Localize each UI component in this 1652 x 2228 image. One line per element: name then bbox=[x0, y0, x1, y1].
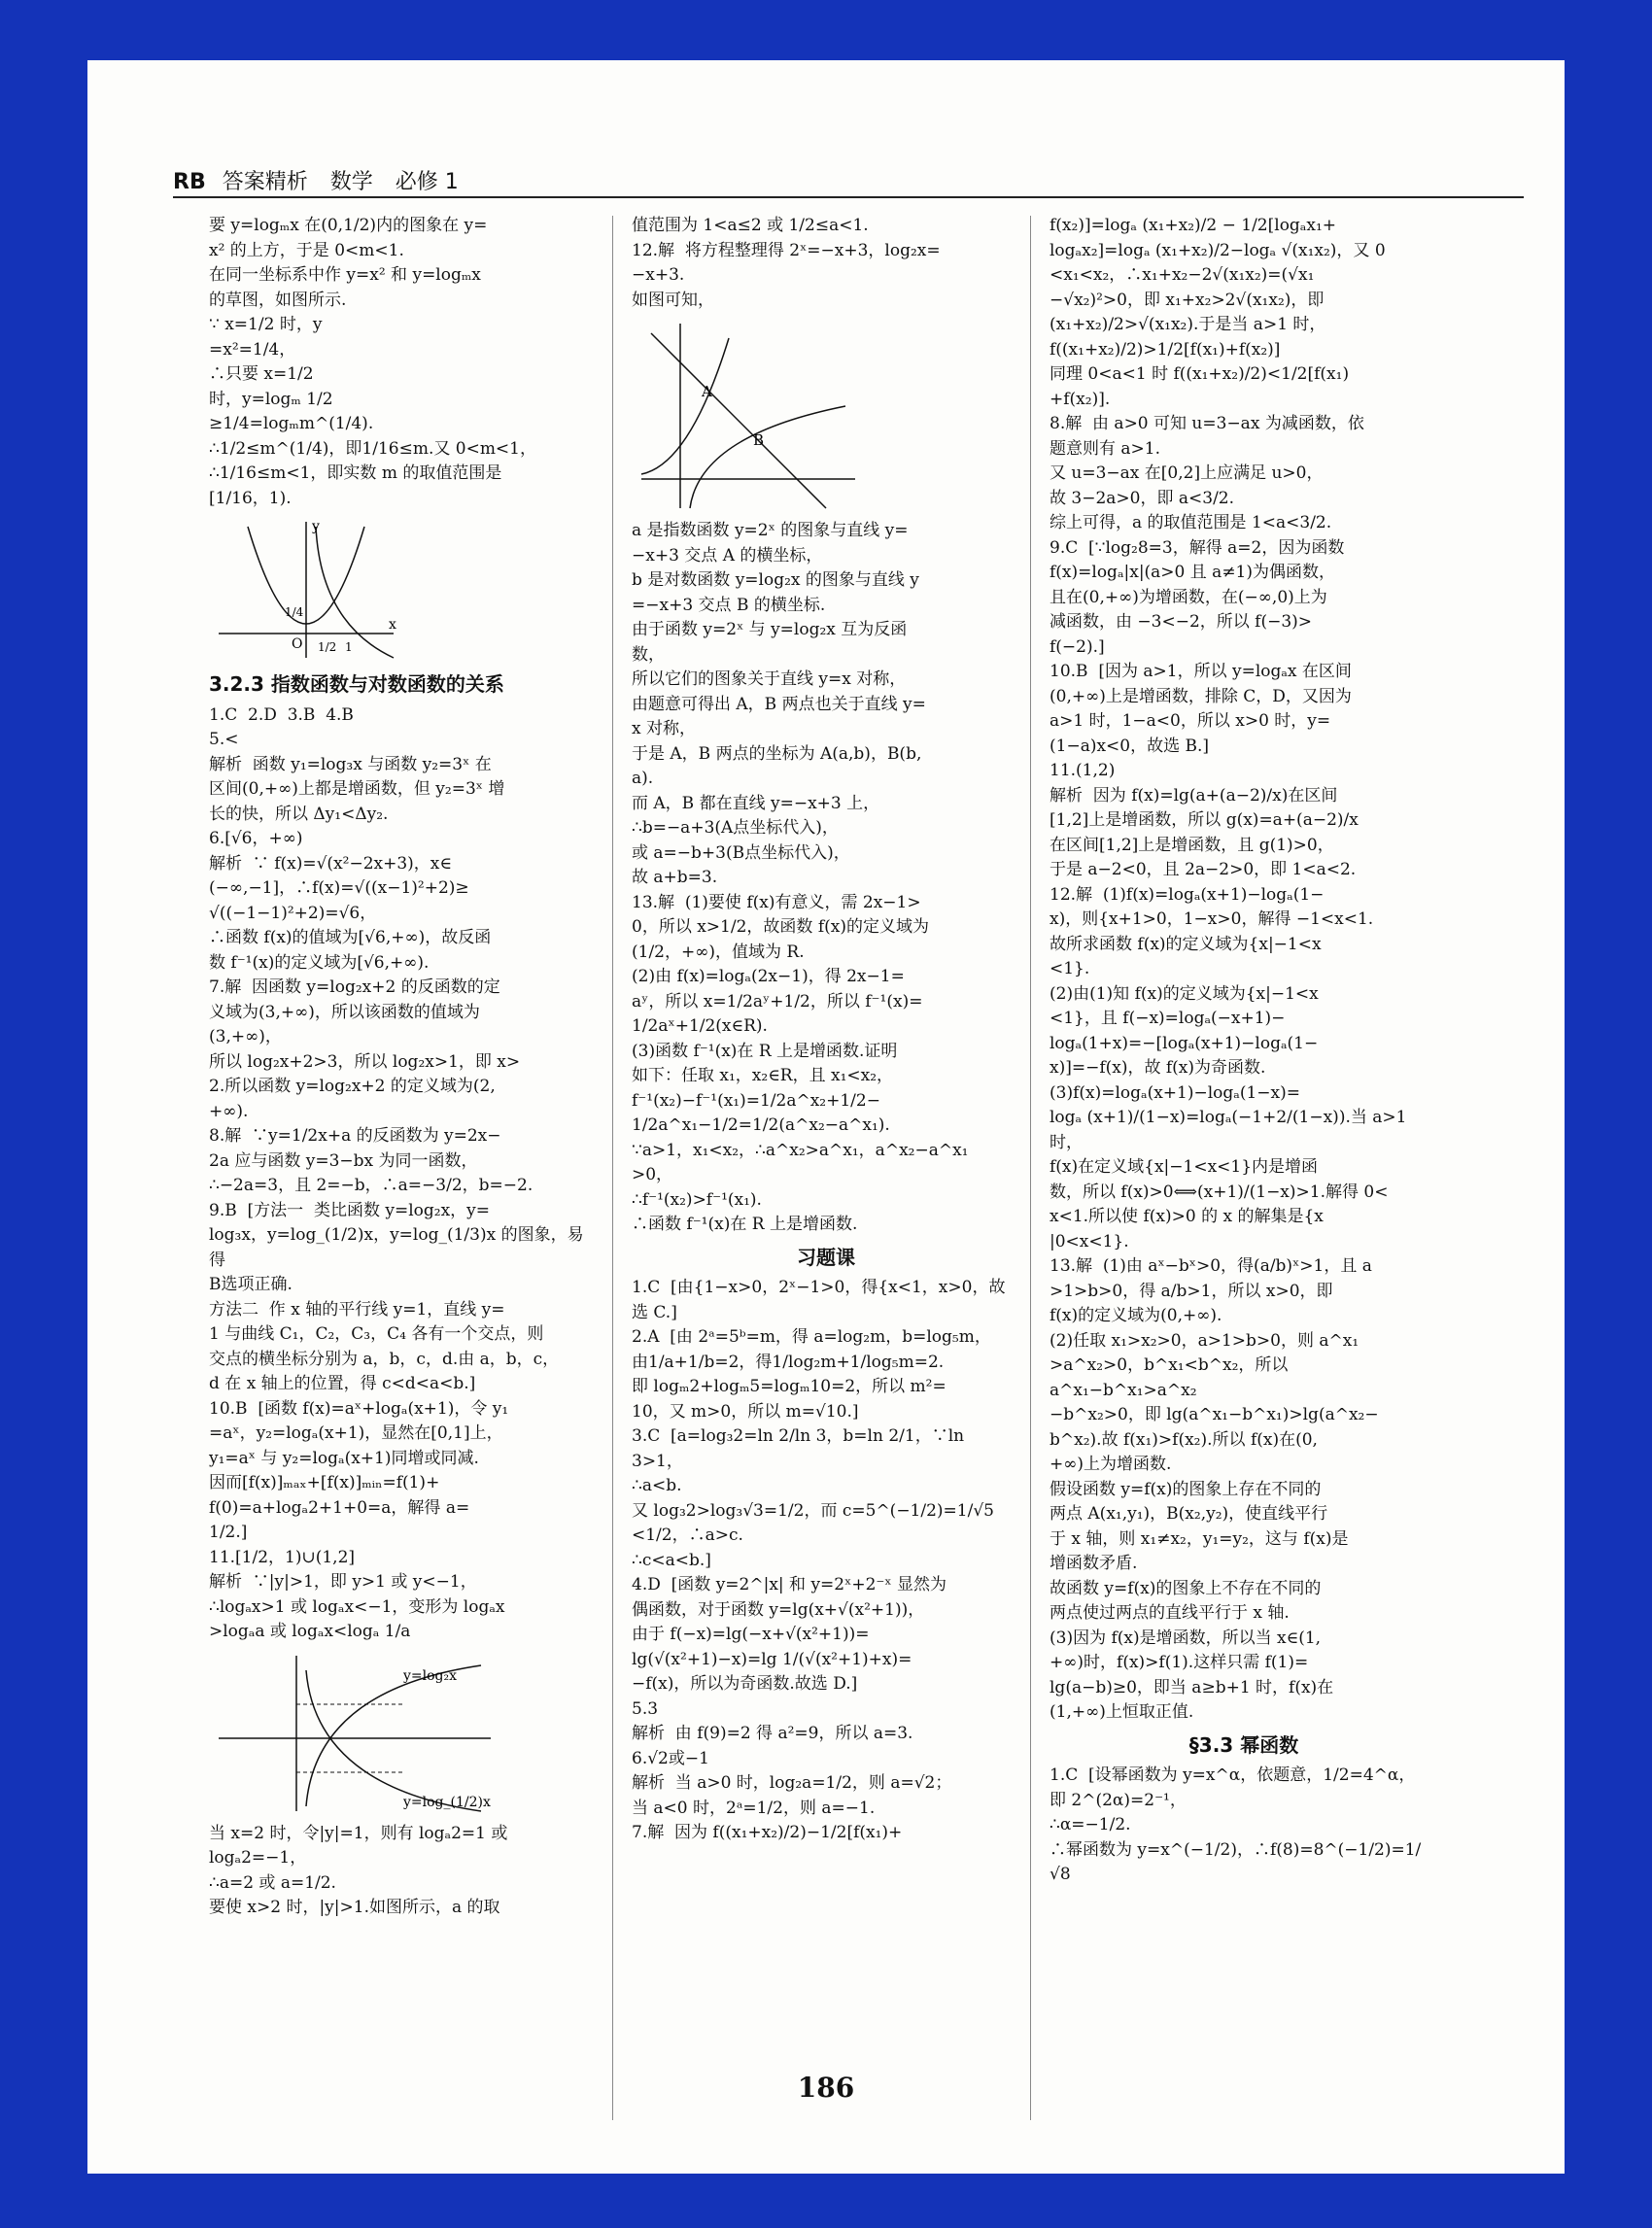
answer-text-block bbox=[1050, 1764, 1438, 1888]
text-line: |0<x<1}. bbox=[1050, 1231, 1129, 1251]
text-line: (0,+∞)上是增函数，排除 C，D，又因为 bbox=[1050, 686, 1352, 706]
text-line: 两点 A(x₁,y₁)，B(x₂,y₂)，使直线平行 bbox=[1050, 1504, 1328, 1524]
header-rule bbox=[173, 196, 1524, 198]
text-line: (−∞,−1]，∴f(x)=√((x−1)²+2)≥ bbox=[209, 878, 469, 898]
text-line: 12.解 将方程整理得 2ˣ=−x+3，log₂x= bbox=[632, 240, 941, 260]
text-line: −x+3. bbox=[632, 265, 685, 285]
text-line: ∴函数 f⁻¹(x)在 R 上是增函数. bbox=[632, 1215, 858, 1234]
text-line: 的草图，如图所示. bbox=[209, 290, 347, 310]
text-line: −x+3 交点 A 的横坐标， bbox=[632, 545, 823, 566]
text-line: 故 a+b=3. bbox=[632, 868, 718, 887]
text-line: aʸ，所以 x=1/2aʸ+1/2，所以 f⁻¹(x)= bbox=[632, 991, 923, 1011]
text-line: ∴1/2≤m^(1/4)，即1/16≤m.又 0<m<1， bbox=[209, 438, 536, 459]
text-line: [1/16，1). bbox=[209, 488, 292, 508]
text-line: 要使 x>2 时，|y|>1.如图所示，a 的取 bbox=[209, 1898, 500, 1917]
text-line: ∴f⁻¹(x₂)>f⁻¹(x₁). bbox=[632, 1189, 762, 1210]
text-line: (3,+∞)， bbox=[209, 1027, 282, 1046]
point-label-a: A bbox=[702, 383, 712, 400]
answer-text-block bbox=[632, 214, 1020, 313]
text-line: 区间(0,+∞)上都是增函数，但 y₂=3ˣ 增 bbox=[209, 779, 505, 799]
text-line: 10，又 m>0，所以 m=√10.] bbox=[632, 1401, 859, 1422]
text-line: 2.A [由 2ᵃ=5ᵇ=m，得 a=log₂m，b=log₅m， bbox=[632, 1327, 991, 1347]
text-line: logₐ (x+1)/(1−x)=logₐ(−1+2/(1−x)).当 a>1 时， bbox=[1050, 1108, 1412, 1152]
text-line: a). bbox=[632, 769, 654, 788]
text-line: 方法二 作 x 轴的平行线 y=1，直线 y= bbox=[209, 1299, 505, 1320]
text-line: f(0)=a+logₐ2+1+0=a，解得 a= bbox=[209, 1497, 470, 1518]
text-line: f⁻¹(x₂)−f⁻¹(x₁)=1/2a^x₂+1/2− bbox=[632, 1090, 880, 1111]
answer-text-block bbox=[632, 1276, 1020, 1846]
text-line: +∞). bbox=[209, 1101, 249, 1121]
text-line: ∴只要 x=1/2 bbox=[209, 364, 314, 384]
text-line: 1 与曲线 C₁，C₂，C₃，C₄ 各有一个交点，则 bbox=[209, 1324, 544, 1344]
graph-log-curves bbox=[209, 1651, 500, 1816]
text-line: (x₁+x₂)/2>√(x₁x₂).于是当 a>1 时， bbox=[1050, 315, 1326, 334]
text-line: 5.< bbox=[209, 730, 239, 749]
text-line: lg(a−b)≥0，即当 a≥b+1 时，f(x)在 bbox=[1050, 1677, 1334, 1697]
text-line: 又 u=3−ax 在[0,2]上应满足 u>0， bbox=[1050, 463, 1324, 483]
text-line: ∴b=−a+3(A点坐标代入)， bbox=[632, 818, 839, 838]
text-line: −f(x)，所以为奇函数.故选 D.] bbox=[632, 1674, 858, 1694]
text-line: 假设函数 y=f(x)的图象上存在不同的 bbox=[1050, 1479, 1322, 1499]
section-title: 3.2.3 指数函数与对数函数的关系 bbox=[209, 672, 504, 696]
text-line: 1/2.] bbox=[209, 1523, 248, 1542]
column-1 bbox=[209, 214, 598, 1921]
text-line: 1.C [由{1−x>0，2ˣ−1>0，得{x<1，x>0，故选 C.] bbox=[632, 1278, 1006, 1322]
text-line: ∴logₐx>1 或 logₐx<−1，变形为 logₐx bbox=[209, 1596, 505, 1617]
text-line: a 是指数函数 y=2ˣ 的图象与直线 y= bbox=[632, 521, 909, 540]
text-line: 解析 当 a>0 时，log₂a=1/2，则 a=√2； bbox=[632, 1773, 952, 1793]
text-line: 偶函数，对于函数 y=lg(x+√(x²+1))， bbox=[632, 1599, 925, 1620]
point-label-b: B bbox=[753, 431, 765, 449]
text-line: 时，y=logₘ 1/2 bbox=[209, 389, 333, 409]
text-line: <x₁<x₂，∴x₁+x₂−2√(x₁x₂)=(√x₁ bbox=[1050, 265, 1315, 285]
text-line: B选项正确. bbox=[209, 1275, 293, 1294]
header-series: 答案精析 bbox=[222, 170, 308, 194]
answer-text-block bbox=[209, 703, 598, 1645]
text-line: (1−a)x<0，故选 B.] bbox=[1050, 736, 1210, 756]
line-neg-x-plus-3 bbox=[651, 333, 826, 508]
text-line: 1.C [设幂函数为 y=x^α，依题意，1/2=4^α， bbox=[1050, 1765, 1416, 1785]
curve-log2 bbox=[306, 1665, 481, 1806]
text-line: 1.C 2.D 3.B 4.B bbox=[209, 704, 354, 725]
text-line: log₃x，y=log_(1/2)x，y=log_(1/3)x 的图象，易得 bbox=[209, 1225, 584, 1270]
text-line: <1/2，∴a>c. bbox=[632, 1525, 743, 1545]
section-title: §3.3 幂函数 bbox=[1188, 1732, 1299, 1757]
text-line: 13.解 (1)要使 f(x)有意义，需 2x−1> bbox=[632, 892, 921, 912]
text-line: a>1 时，1−a<0，所以 x>0 时，y= bbox=[1050, 711, 1331, 731]
text-line: 由于 f(−x)=lg(−x+√(x²+1))= bbox=[632, 1625, 870, 1644]
text-line: 数，所以 f(x)>0⟺(x+1)/(1−x)>1.解得 0< bbox=[1050, 1182, 1389, 1202]
column-2 bbox=[632, 214, 1020, 1846]
text-line: 解析 因为 f(x)=lg(a+(a−2)/x)在区间 bbox=[1050, 785, 1338, 806]
text-line: (1/2，+∞)，值域为 R. bbox=[632, 942, 805, 962]
text-line: 即 2^(2α)=2⁻¹， bbox=[1050, 1790, 1187, 1810]
text-line: ∴1/16≤m<1，即实数 m 的取值范围是 bbox=[209, 463, 502, 483]
text-line: 因而[f(x)]ₘₐₓ+[f(x)]ₘᵢₙ=f(1)+ bbox=[209, 1473, 440, 1492]
text-line: x<1.所以使 f(x)>0 的 x 的解集是{x bbox=[1050, 1207, 1324, 1226]
text-line: 在区间[1,2]上是增函数，且 g(1)>0， bbox=[1050, 835, 1334, 855]
text-line: 7.解 因函数 y=log₂x+2 的反函数的定 bbox=[209, 977, 500, 997]
text-line: logₐ(1+x)=−[logₐ(x+1)−logₐ(1− bbox=[1050, 1033, 1319, 1053]
text-line: 8.解 由 a>0 可知 u=3−ax 为减函数，依 bbox=[1050, 414, 1364, 433]
text-line: 在同一坐标系中作 y=x² 和 y=logₘx bbox=[209, 265, 481, 285]
text-line: 于是 a−2<0，且 2a−2>0，即 1<a<2. bbox=[1050, 860, 1357, 879]
text-line: (3)因为 f(x)是增函数，所以当 x∈(1, bbox=[1050, 1628, 1322, 1648]
text-line: +∞)时，f(x)>f(1).这样只需 f(1)= bbox=[1050, 1653, 1309, 1672]
text-line: 1/2aˣ+1/2(x∈R). bbox=[632, 1016, 768, 1036]
text-line: 于是 A，B 两点的坐标为 A(a,b)，B(b, bbox=[632, 743, 922, 764]
text-line: +f(x₂)]. bbox=[1050, 389, 1111, 409]
text-line: f(x₂)]=logₐ (x₁+x₂)/2 − 1/2[logₐx₁+ bbox=[1050, 216, 1337, 235]
column-divider bbox=[1030, 216, 1031, 2120]
text-line: ∴函数 f(x)的值域为[√6,+∞)，故反函 bbox=[209, 928, 492, 947]
column-3 bbox=[1050, 214, 1438, 1888]
text-line: 即 logₘ2+logₘ5=logₘ10=2，所以 m²= bbox=[632, 1377, 946, 1396]
text-line: ∴幂函数为 y=x^(−1/2)，∴f(8)=8^(−1/2)=1/√8 bbox=[1050, 1839, 1422, 1884]
text-line: 而 A，B 都在直线 y=−x+3 上， bbox=[632, 793, 880, 813]
curve-label-log2: y=log₂x bbox=[403, 1667, 458, 1684]
header-volume: 必修 1 bbox=[395, 170, 459, 194]
text-line: 由1/a+1/b=2，得1/log₂m+1/log₅m=2. bbox=[632, 1352, 945, 1372]
text-line: ∴−2a=3，且 2=−b，∴a=−3/2，b=−2. bbox=[209, 1176, 533, 1195]
answer-text-block bbox=[209, 214, 598, 511]
text-line: 10.B [因为 a>1，所以 y=logₐx 在区间 bbox=[1050, 662, 1352, 681]
text-line: 同理 0<a<1 时 f((x₁+x₂)/2)<1/2[f(x₁) bbox=[1050, 364, 1350, 384]
text-line: 两点使过两点的直线平行于 x 轴. bbox=[1050, 1603, 1290, 1623]
text-line: 故 3−2a>0，即 a<3/2. bbox=[1050, 488, 1235, 508]
text-line: x)，则{x+1>0，1−x>0，解得 −1<x<1. bbox=[1050, 909, 1374, 929]
text-line: b 是对数函数 y=log₂x 的图象与直线 y bbox=[632, 570, 919, 590]
text-line: ∴a<b. bbox=[632, 1476, 682, 1495]
text-line: lg(√(x²+1)−x)=lg 1/(√(x²+1)+x)= bbox=[632, 1649, 912, 1669]
text-line: >logₐa 或 logₐx<logₐ 1/a bbox=[209, 1622, 411, 1641]
header-subject: 数学 bbox=[329, 170, 373, 194]
text-line: 11.[1/2，1)∪(1,2] bbox=[209, 1547, 356, 1567]
answer-text-block bbox=[1050, 214, 1438, 1726]
curve-label-log-half: y=log_(1/2)x bbox=[403, 1794, 491, 1810]
text-line: x² 的上方，于是 0<m<1. bbox=[209, 240, 404, 260]
text-line: 解析 ∵|y|>1，即 y>1 或 y<−1， bbox=[209, 1572, 477, 1592]
subsection-title: 习题课 bbox=[797, 1245, 855, 1269]
text-line: (1,+∞)上恒取正值. bbox=[1050, 1702, 1194, 1722]
text-line: logₐ2=−1， bbox=[209, 1848, 307, 1868]
text-line: 当 a<0 时，2ᵃ=1/2，则 a=−1. bbox=[632, 1798, 876, 1818]
text-line: ≥1/4=logₘm^(1/4). bbox=[209, 414, 374, 433]
text-line: 增函数矛盾. bbox=[1050, 1554, 1138, 1573]
text-line: ∴a=2 或 a=1/2. bbox=[209, 1872, 336, 1893]
graph-intersection bbox=[632, 319, 865, 513]
text-line: y₁=aˣ 与 y₂=logₐ(x+1)同增或同减. bbox=[209, 1448, 479, 1468]
page-header bbox=[173, 165, 474, 195]
text-line: x)]=−f(x)，故 f(x)为奇函数. bbox=[1050, 1058, 1266, 1078]
graph-parabola-log bbox=[209, 517, 403, 663]
text-line: 所以 log₂x+2>3，所以 log₂x>1，即 x> bbox=[209, 1051, 521, 1072]
page-number: 186 bbox=[797, 2072, 855, 2104]
curve-log2 bbox=[690, 406, 845, 508]
tick-label-half: 1/2 bbox=[318, 640, 337, 654]
tick-label-quarter: 1/4 bbox=[285, 605, 304, 619]
text-line: 0，所以 x>1/2，故函数 f(x)的定义域为 bbox=[632, 917, 929, 937]
text-line: 6.[√6，+∞) bbox=[209, 829, 303, 848]
text-line: >a^x₂>0，b^x₁<b^x₂，所以 a^x₁−b^x₁>a^x₂ bbox=[1050, 1355, 1293, 1400]
text-line: 13.解 (1)由 aˣ−bˣ>0，得(a/b)ˣ>1，且 a bbox=[1050, 1256, 1372, 1276]
text-line: f(x)的定义域为(0,+∞). bbox=[1050, 1306, 1222, 1325]
text-line: 9.B [方法一 类比函数 y=log₂x，y= bbox=[209, 1200, 491, 1220]
text-line: (3)函数 f⁻¹(x)在 R 上是增函数.证明 bbox=[632, 1041, 898, 1061]
text-line: b^x₂).故 f(x₁)>f(x₂).所以 f(x)在(0, bbox=[1050, 1429, 1318, 1450]
text-line: 由题意可得出 A，B 两点也关于直线 y= bbox=[632, 694, 926, 714]
text-line: 又 log₃2>log₃√3=1/2，而 c=5^(−1/2)=1/√5 bbox=[632, 1500, 994, 1521]
log-curve bbox=[316, 527, 394, 658]
text-line: f(x)=logₐ|x|(a>0 且 a≠1)为偶函数， bbox=[1050, 563, 1336, 582]
text-line: (2)由 f(x)=logₐ(2x−1)，得 2x−1= bbox=[632, 967, 905, 986]
axis-label-y: y bbox=[312, 519, 320, 534]
text-line: 题意则有 a>1. bbox=[1050, 438, 1161, 459]
text-line: (3)f(x)=logₐ(x+1)−logₐ(1−x)= bbox=[1050, 1082, 1301, 1103]
text-line: 所以它们的图象关于直线 y=x 对称， bbox=[632, 669, 907, 689]
text-line: 长的快，所以 Δy₁<Δy₂. bbox=[209, 804, 389, 824]
text-line: logₐx₂]=logₐ (x₁+x₂)/2−logₐ √(x₁x₂)，又 0 bbox=[1050, 240, 1386, 260]
text-line: 2a 应与函数 y=3−bx 为同一函数， bbox=[209, 1150, 478, 1171]
text-line: 由于函数 y=2ˣ 与 y=log₂x 互为反函 bbox=[632, 620, 908, 639]
text-line: 1/2a^x₁−1/2=1/2(a^x₂−a^x₁). bbox=[632, 1115, 890, 1135]
text-line: 或 a=−b+3(B点坐标代入)， bbox=[632, 842, 850, 863]
text-line: ∵a>1，x₁<x₂，∴a^x₂>a^x₁，a^x₂−a^x₁ bbox=[632, 1140, 969, 1160]
curve-2-pow-x bbox=[641, 338, 729, 474]
header-logo: RB bbox=[173, 170, 206, 194]
text-line: 故所求函数 f(x)的定义域为{x|−1<x bbox=[1050, 934, 1322, 954]
answer-text-block bbox=[632, 519, 1020, 1238]
text-line: d 在 x 轴上的位置，得 c<d<a<b.] bbox=[209, 1374, 476, 1393]
text-line: 解析 由 f(9)=2 得 a²=9，所以 a=3. bbox=[632, 1724, 913, 1743]
text-line: 于 x 轴，则 x₁≠x₂，y₁=y₂，这与 f(x)是 bbox=[1050, 1528, 1349, 1549]
text-line: 故函数 y=f(x)的图象上不存在不同的 bbox=[1050, 1578, 1322, 1598]
page-sheet bbox=[87, 60, 1565, 2174]
origin-label: O bbox=[292, 636, 303, 652]
text-line: =−x+3 交点 B 的横坐标. bbox=[632, 595, 826, 615]
text-line: ∵ x=1/2 时，y bbox=[209, 315, 323, 334]
text-line: 5.3 bbox=[632, 1698, 659, 1719]
text-line: √((−1−1)²+2)=√6， bbox=[209, 903, 377, 923]
text-line: 6.√2或−1 bbox=[632, 1748, 709, 1768]
text-line: [1,2]上是增函数，所以 g(x)=a+(a−2)/x bbox=[1050, 810, 1359, 830]
text-line: ∴c<a<b.] bbox=[632, 1550, 711, 1570]
curve-log-half bbox=[306, 1667, 481, 1811]
text-line: 8.解 ∵y=1/2x+a 的反函数为 y=2x− bbox=[209, 1126, 501, 1146]
text-line: (2)由(1)知 f(x)的定义域为{x|−1<x bbox=[1050, 983, 1319, 1004]
tick-label-one: 1 bbox=[345, 640, 353, 654]
text-line: >0， bbox=[632, 1165, 673, 1184]
text-line: f(−2).] bbox=[1050, 636, 1105, 657]
text-line: 综上可得，a 的取值范围是 1<a<3/2. bbox=[1050, 513, 1332, 532]
text-line: =x²=1/4， bbox=[209, 339, 296, 360]
text-line: 如图可知， bbox=[632, 290, 714, 310]
text-line: −b^x₂>0，即 lg(a^x₁−b^x₁)>lg(a^x₂− bbox=[1050, 1405, 1379, 1424]
text-line: 数， bbox=[632, 644, 665, 665]
text-line: 交点的横坐标分别为 a，b，c，d.由 a，b，c， bbox=[209, 1349, 560, 1369]
text-line: 9.C [∵log₂8=3，解得 a=2，因为函数 bbox=[1050, 537, 1345, 558]
text-line: 11.(1,2) bbox=[1050, 761, 1116, 780]
text-line: 值范围为 1<a≤2 或 1/2≤a<1. bbox=[632, 216, 869, 235]
text-line: f((x₁+x₂)/2)>1/2[f(x₁)+f(x₂)] bbox=[1050, 339, 1281, 360]
text-line: 当 x=2 时，令|y|=1，则有 logₐ2=1 或 bbox=[209, 1823, 508, 1843]
text-line: 2.所以函数 y=log₂x+2 的定义域为(2, bbox=[209, 1077, 496, 1096]
text-line: 要 y=logₘx 在(0,1/2)内的图象在 y= bbox=[209, 216, 488, 235]
text-line: 3.C [a=log₃2=ln 2/ln 3，b=ln 2/1，∵ln 3>1， bbox=[632, 1426, 970, 1471]
text-line: >1>b>0，得 a/b>1，所以 x>0，即 bbox=[1050, 1281, 1333, 1301]
column-divider bbox=[612, 216, 613, 2120]
text-line: 解析 ∵ f(x)=√(x²−2x+3)，x∈ bbox=[209, 853, 452, 874]
text-line: 12.解 (1)f(x)=logₐ(x+1)−logₐ(1− bbox=[1050, 884, 1325, 905]
text-line: −√x₂)²>0，即 x₁+x₂>2√(x₁x₂)，即 bbox=[1050, 290, 1325, 310]
text-line: 义域为(3,+∞)，所以该函数的值域为 bbox=[209, 1002, 480, 1022]
text-line: 7.解 因为 f((x₁+x₂)/2)−1/2[f(x₁)+ bbox=[632, 1823, 903, 1842]
answer-text-block bbox=[209, 1822, 598, 1921]
text-line: <1}. bbox=[1050, 959, 1090, 978]
text-line: ∴α=−1/2. bbox=[1050, 1815, 1131, 1834]
text-line: +∞)上为增函数. bbox=[1050, 1455, 1172, 1474]
text-line: 数 f⁻¹(x)的定义域为[√6,+∞). bbox=[209, 952, 430, 973]
axis-label-x: x bbox=[389, 617, 396, 633]
text-line: 且在(0,+∞)为增函数，在(−∞,0)上为 bbox=[1050, 587, 1327, 607]
text-line: x 对称， bbox=[632, 719, 696, 738]
text-line: 4.D [函数 y=2^|x| 和 y=2ˣ+2⁻ˣ 显然为 bbox=[632, 1575, 946, 1594]
text-line: =aˣ，y₂=logₐ(x+1)，显然在[0,1]上， bbox=[209, 1423, 503, 1443]
text-line: 减函数，由 −3<−2，所以 f(−3)> bbox=[1050, 612, 1313, 632]
text-line: 解析 函数 y₁=log₃x 与函数 y₂=3ˣ 在 bbox=[209, 754, 492, 774]
text-line: f(x)在定义域{x|−1<x<1}内是增函 bbox=[1050, 1157, 1319, 1177]
text-line: (2)任取 x₁>x₂>0，a>1>b>0，则 a^x₁ bbox=[1050, 1330, 1359, 1351]
text-line: <1}，且 f(−x)=logₐ(−x+1)− bbox=[1050, 1009, 1286, 1028]
text-line: 10.B [函数 f(x)=aˣ+logₐ(x+1)，令 y₁ bbox=[209, 1398, 509, 1419]
text-line: 如下：任取 x₁，x₂∈R，且 x₁<x₂， bbox=[632, 1066, 894, 1085]
